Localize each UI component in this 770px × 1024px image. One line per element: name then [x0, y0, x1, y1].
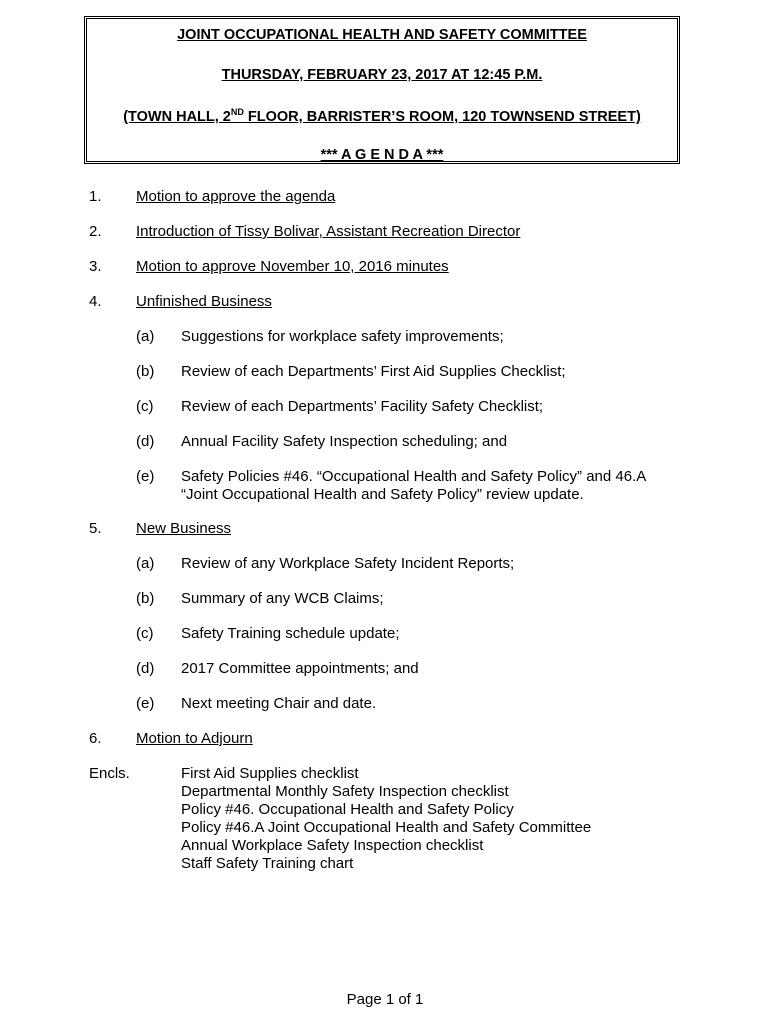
- sub-item-text: Review of each Departments’ Facility Safety Checklist;: [181, 398, 544, 415]
- sub-item-letter: (b): [136, 363, 155, 380]
- item-text: Introduction of Tissy Bolivar, Assistant Recreation Director: [136, 223, 521, 240]
- sub-item-letter: (d): [136, 660, 155, 677]
- meeting-location: (TOWN HALL, 2ND FLOOR, BARRISTER’S ROOM, 120 TOWNSEND STREET): [123, 107, 641, 125]
- sub-item-text-line-2: “Joint Occupational Health and Safety Policy” review update.: [181, 486, 584, 503]
- meeting-date: THURSDAY, FEBRUARY 23, 2017 AT 12:45 P.M.: [221, 67, 543, 83]
- item-text: New Business: [136, 520, 232, 537]
- sub-item-text-line-1: Safety Policies #46. “Occupational Health and Safety Policy” and 46.A: [181, 468, 647, 485]
- page-number: Page 1 of 1: [346, 991, 424, 1008]
- header-box: [84, 16, 680, 164]
- sub-item-text: Summary of any WCB Claims;: [181, 590, 384, 607]
- enclosures-label: Encls.: [89, 765, 130, 782]
- sub-item-text: 2017 Committee appointments; and: [181, 660, 419, 677]
- item-text: Unfinished Business: [136, 293, 272, 310]
- committee-title: JOINT OCCUPATIONAL HEALTH AND SAFETY COMMITTEE: [177, 27, 587, 43]
- sub-item-letter: (e): [136, 695, 155, 712]
- agenda-heading: *** A G E N D A ***: [320, 147, 444, 163]
- item-text: Motion to approve the agenda: [136, 188, 336, 205]
- sub-item-text: Next meeting Chair and date.: [181, 695, 377, 712]
- sub-item-letter: (a): [136, 328, 155, 345]
- sub-item-text: Review of each Departments’ First Aid Supplies Checklist;: [181, 363, 566, 380]
- item-text: Motion to approve November 10, 2016 minutes: [136, 258, 449, 275]
- sub-item-letter: (c): [136, 398, 154, 415]
- item-number: 2.: [89, 223, 102, 240]
- sub-item-text: Annual Facility Safety Inspection scheduling; and: [181, 433, 508, 450]
- sub-item-letter: (e): [136, 468, 155, 485]
- item-text: Motion to Adjourn: [136, 730, 253, 747]
- sub-item-text: [181, 468, 646, 504]
- item-number: 1.: [89, 188, 102, 205]
- enclosure-item: First Aid Supplies checklist: [181, 765, 359, 782]
- sub-item-text: Suggestions for workplace safety improvements;: [181, 328, 504, 345]
- sub-item-letter: (a): [136, 555, 155, 572]
- item-number: 4.: [89, 293, 102, 310]
- sub-item-letter: (c): [136, 625, 154, 642]
- enclosure-item: Annual Workplace Safety Inspection checklist: [181, 837, 484, 854]
- sub-item-letter: (d): [136, 433, 155, 450]
- sub-item-letter: (b): [136, 590, 155, 607]
- sub-item-text: Review of any Workplace Safety Incident Reports;: [181, 555, 515, 572]
- item-number: 5.: [89, 520, 102, 537]
- enclosure-item: Staff Safety Training chart: [181, 855, 354, 872]
- sub-item-text: Safety Training schedule update;: [181, 625, 400, 642]
- item-number: 6.: [89, 730, 102, 747]
- item-number: 3.: [89, 258, 102, 275]
- enclosure-item: Departmental Monthly Safety Inspection checklist: [181, 783, 509, 800]
- enclosure-item: Policy #46. Occupational Health and Safety Policy: [181, 801, 514, 818]
- enclosure-item: Policy #46.A Joint Occupational Health and Safety Committee: [181, 819, 592, 836]
- enclosures-list: [181, 765, 591, 873]
